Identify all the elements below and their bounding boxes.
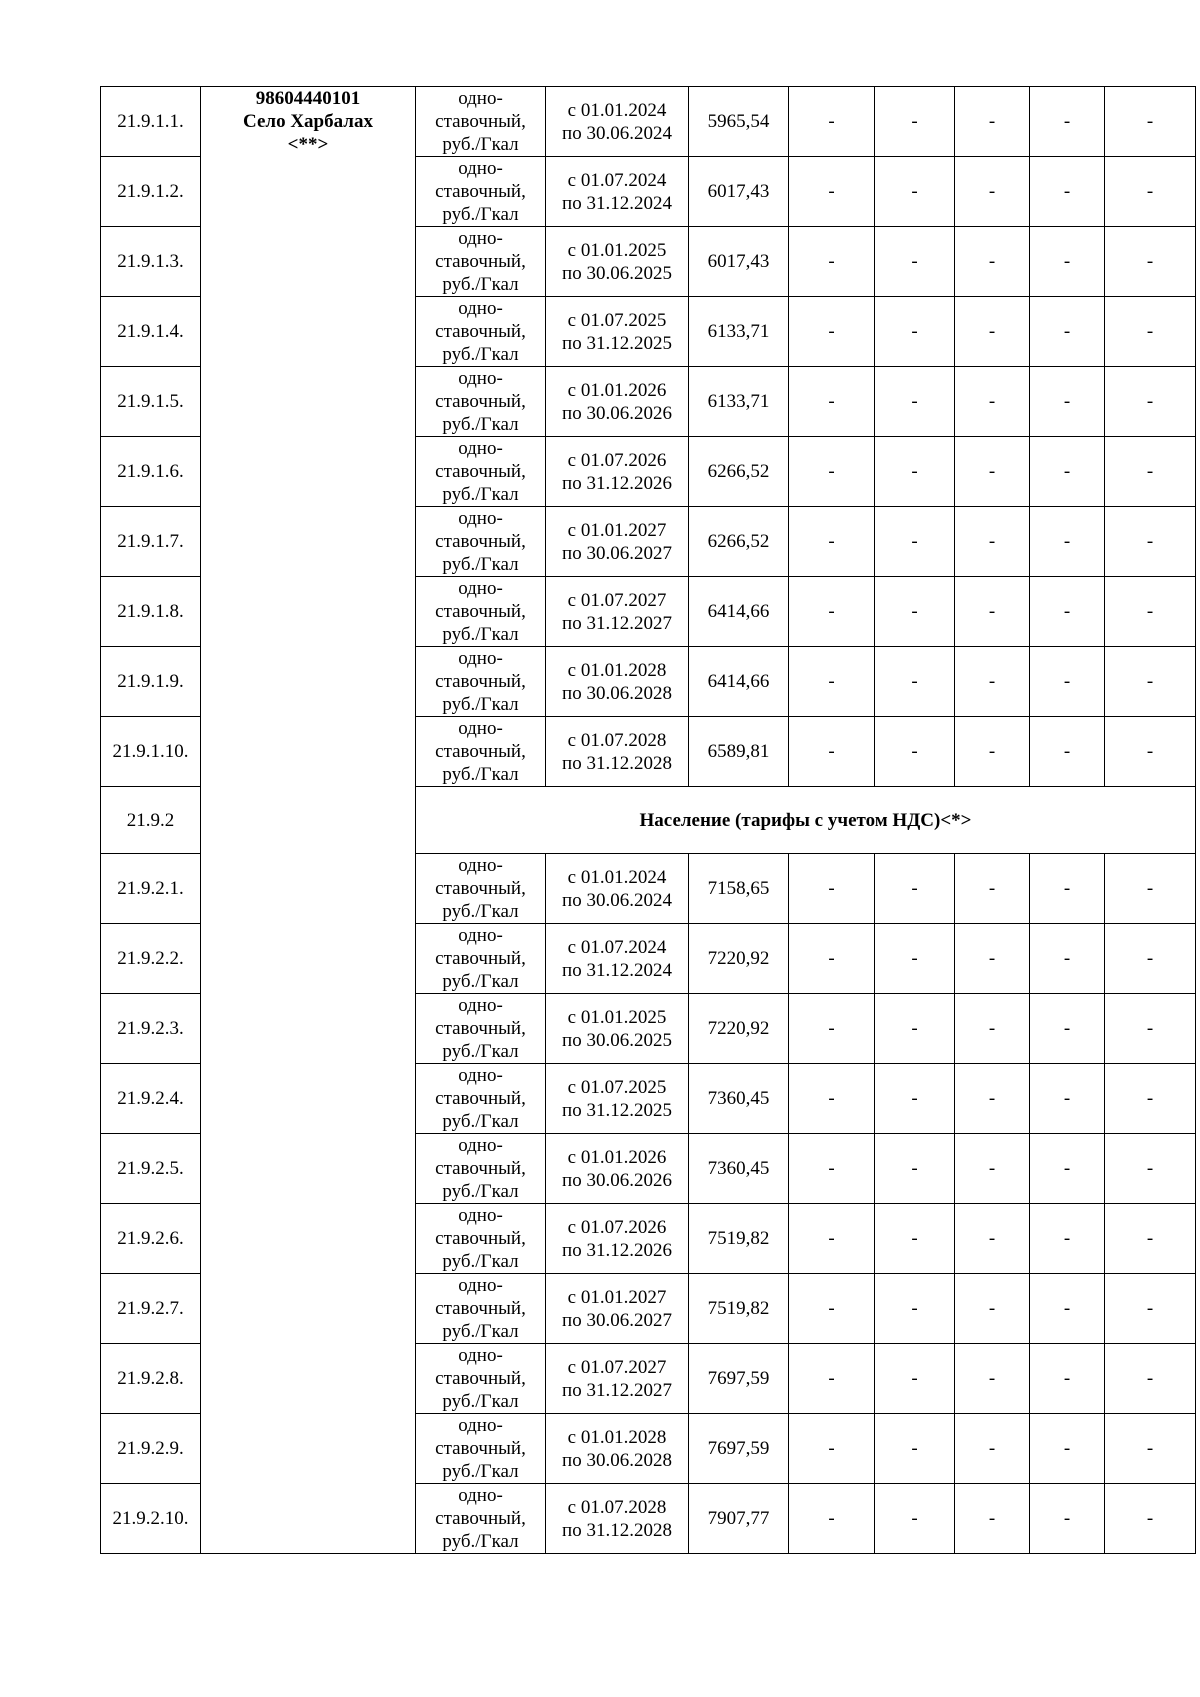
tariff-kind-line: одно-: [458, 508, 503, 529]
tariff-kind-line: ставочный,: [435, 1158, 526, 1179]
tariff-value: 5965,54: [689, 87, 789, 157]
organization-cell: [201, 87, 416, 1554]
empty-value-cell: -: [1105, 437, 1196, 507]
empty-value-cell: -: [875, 854, 955, 924]
empty-value-cell: -: [875, 1274, 955, 1344]
tariff-period: [546, 717, 689, 787]
tariff-kind-line: руб./Гкал: [442, 344, 519, 365]
tariff-kind-line: одно-: [458, 88, 503, 109]
row-number: 21.9.1.1.: [101, 87, 201, 157]
tariff-period-line: по 30.06.2024: [562, 122, 672, 144]
empty-value-cell: -: [789, 297, 875, 367]
tariff-kind: [416, 297, 546, 367]
empty-value-cell: -: [955, 1064, 1030, 1134]
empty-value-cell: -: [1105, 367, 1196, 437]
empty-value-cell: -: [1105, 1414, 1196, 1484]
tariff-kind-line: ставочный,: [435, 321, 526, 342]
tariff-kind-line: ставочный,: [435, 251, 526, 272]
tariff-period-line: с 01.07.2026: [567, 449, 667, 471]
tariff-kind-line: одно-: [458, 1135, 503, 1156]
empty-value-cell: -: [1105, 157, 1196, 227]
tariff-value: 6133,71: [689, 367, 789, 437]
empty-value-cell: -: [1105, 227, 1196, 297]
empty-value-cell: -: [789, 717, 875, 787]
organization-name: Село Харбалах: [243, 111, 373, 132]
empty-value-cell: -: [955, 994, 1030, 1064]
empty-value-cell: -: [955, 297, 1030, 367]
tariff-kind-line: ставочный,: [435, 1508, 526, 1529]
tariff-kind-line: руб./Гкал: [442, 1181, 519, 1202]
empty-value-cell: -: [1030, 1204, 1105, 1274]
tariff-period-line: по 30.06.2027: [562, 542, 672, 564]
empty-value-cell: -: [1105, 1484, 1196, 1554]
row-number: 21.9.1.9.: [101, 647, 201, 717]
tariff-period: [546, 157, 689, 227]
tariff-period-line: с 01.07.2028: [567, 729, 667, 751]
empty-value-cell: -: [955, 87, 1030, 157]
tariff-kind-line: ставочный,: [435, 1228, 526, 1249]
empty-value-cell: -: [955, 1204, 1030, 1274]
tariff-period-line: с 01.07.2026: [567, 1216, 667, 1238]
tariff-period-line: с 01.07.2024: [567, 936, 667, 958]
empty-value-cell: -: [1105, 297, 1196, 367]
empty-value-cell: -: [1030, 717, 1105, 787]
tariff-kind-line: руб./Гкал: [442, 624, 519, 645]
tariff-value: 7158,65: [689, 854, 789, 924]
tariff-kind: [416, 227, 546, 297]
tariff-value: 6017,43: [689, 157, 789, 227]
empty-value-cell: -: [875, 1134, 955, 1204]
empty-value-cell: -: [955, 367, 1030, 437]
tariff-value: 6266,52: [689, 507, 789, 577]
tariff-value: 6414,66: [689, 577, 789, 647]
tariff-period: [546, 227, 689, 297]
empty-value-cell: -: [955, 507, 1030, 577]
tariff-kind-line: одно-: [458, 1205, 503, 1226]
tariff-kind-line: руб./Гкал: [442, 694, 519, 715]
empty-value-cell: -: [789, 87, 875, 157]
tariff-period-line: с 01.07.2028: [567, 1496, 667, 1518]
tariff-kind-line: одно-: [458, 718, 503, 739]
empty-value-cell: -: [1105, 924, 1196, 994]
tariff-kind-line: ставочный,: [435, 1088, 526, 1109]
empty-value-cell: -: [875, 1344, 955, 1414]
empty-value-cell: -: [875, 577, 955, 647]
tariff-value: 7697,59: [689, 1344, 789, 1414]
empty-value-cell: -: [875, 1414, 955, 1484]
empty-value-cell: -: [1105, 577, 1196, 647]
tariff-period-line: по 31.12.2025: [562, 332, 672, 354]
empty-value-cell: -: [1030, 1344, 1105, 1414]
tariff-period-line: с 01.01.2026: [567, 1146, 667, 1168]
tariff-kind: [416, 507, 546, 577]
tariff-kind-line: одно-: [458, 228, 503, 249]
tariff-kind-line: руб./Гкал: [442, 414, 519, 435]
tariff-value: 6589,81: [689, 717, 789, 787]
table-row: [101, 87, 1196, 157]
tariff-kind: [416, 1274, 546, 1344]
empty-value-cell: -: [875, 297, 955, 367]
group-title: Население (тарифы с учетом НДС)<*>: [416, 787, 1196, 854]
tariff-kind-line: одно-: [458, 1065, 503, 1086]
tariff-kind: [416, 647, 546, 717]
empty-value-cell: -: [955, 854, 1030, 924]
tariff-period-line: с 01.01.2025: [567, 1006, 667, 1028]
empty-value-cell: -: [1030, 1064, 1105, 1134]
tariff-period-line: с 01.01.2027: [567, 519, 667, 541]
row-number: 21.9.2.1.: [101, 854, 201, 924]
tariff-kind-line: руб./Гкал: [442, 764, 519, 785]
tariff-kind: [416, 717, 546, 787]
empty-value-cell: -: [789, 1414, 875, 1484]
tariff-period-line: по 31.12.2025: [562, 1099, 672, 1121]
tariff-value: 7519,82: [689, 1274, 789, 1344]
tariff-kind-line: одно-: [458, 1415, 503, 1436]
row-number: 21.9.2.5.: [101, 1134, 201, 1204]
tariff-period: [546, 1064, 689, 1134]
empty-value-cell: -: [1030, 924, 1105, 994]
tariff-period-line: по 31.12.2024: [562, 192, 672, 214]
tariff-period: [546, 577, 689, 647]
tariff-kind-line: одно-: [458, 648, 503, 669]
tariff-period-line: по 31.12.2027: [562, 612, 672, 634]
empty-value-cell: -: [1030, 647, 1105, 717]
tariff-kind-line: ставочный,: [435, 181, 526, 202]
tariff-kind-line: одно-: [458, 368, 503, 389]
empty-value-cell: -: [955, 1134, 1030, 1204]
row-number: 21.9.2: [101, 787, 201, 854]
empty-value-cell: -: [875, 717, 955, 787]
empty-value-cell: -: [875, 157, 955, 227]
empty-value-cell: -: [789, 1274, 875, 1344]
tariff-period: [546, 1274, 689, 1344]
empty-value-cell: -: [789, 1484, 875, 1554]
tariff-period-line: с 01.07.2025: [567, 309, 667, 331]
empty-value-cell: -: [1105, 647, 1196, 717]
tariff-value: 7907,77: [689, 1484, 789, 1554]
tariff-period-line: с 01.07.2025: [567, 1076, 667, 1098]
empty-value-cell: -: [1030, 297, 1105, 367]
tariff-period-line: по 30.06.2028: [562, 1449, 672, 1471]
row-number: 21.9.2.6.: [101, 1204, 201, 1274]
empty-value-cell: -: [1105, 1134, 1196, 1204]
tariff-kind-line: одно-: [458, 1485, 503, 1506]
row-number: 21.9.1.6.: [101, 437, 201, 507]
tariff-kind-line: одно-: [458, 855, 503, 876]
tariff-period-line: по 30.06.2025: [562, 1029, 672, 1051]
tariff-kind-line: руб./Гкал: [442, 1041, 519, 1062]
row-number: 21.9.2.8.: [101, 1344, 201, 1414]
empty-value-cell: -: [875, 437, 955, 507]
empty-value-cell: -: [1030, 1134, 1105, 1204]
tariff-period-line: по 30.06.2028: [562, 682, 672, 704]
tariff-kind: [416, 994, 546, 1064]
row-number: 21.9.2.3.: [101, 994, 201, 1064]
empty-value-cell: -: [955, 157, 1030, 227]
tariff-kind-line: ставочный,: [435, 391, 526, 412]
tariff-kind-line: одно-: [458, 158, 503, 179]
empty-value-cell: -: [1030, 227, 1105, 297]
tariff-value: 6133,71: [689, 297, 789, 367]
empty-value-cell: -: [955, 1274, 1030, 1344]
empty-value-cell: -: [789, 1204, 875, 1274]
empty-value-cell: -: [1030, 994, 1105, 1064]
tariff-kind-line: ставочный,: [435, 1368, 526, 1389]
tariff-value: 6266,52: [689, 437, 789, 507]
tariff-period: [546, 437, 689, 507]
tariff-period: [546, 1344, 689, 1414]
empty-value-cell: -: [789, 437, 875, 507]
empty-value-cell: -: [1105, 854, 1196, 924]
tariff-kind-line: руб./Гкал: [442, 901, 519, 922]
tariff-kind: [416, 577, 546, 647]
tariff-period-line: с 01.01.2024: [567, 99, 667, 121]
tariff-period: [546, 1204, 689, 1274]
tariff-period-line: по 31.12.2028: [562, 1519, 672, 1541]
tariff-period: [546, 297, 689, 367]
empty-value-cell: -: [955, 437, 1030, 507]
tariff-kind-line: ставочный,: [435, 461, 526, 482]
tariff-table: [100, 86, 1196, 1554]
tariff-kind-line: руб./Гкал: [442, 554, 519, 575]
row-number: 21.9.2.4.: [101, 1064, 201, 1134]
tariff-kind-line: руб./Гкал: [442, 274, 519, 295]
tariff-kind-line: ставочный,: [435, 671, 526, 692]
empty-value-cell: -: [789, 577, 875, 647]
row-number: 21.9.2.9.: [101, 1414, 201, 1484]
empty-value-cell: -: [789, 1134, 875, 1204]
empty-value-cell: -: [1105, 507, 1196, 577]
tariff-kind: [416, 367, 546, 437]
tariff-value: 7360,45: [689, 1064, 789, 1134]
tariff-value: 7220,92: [689, 994, 789, 1064]
empty-value-cell: -: [875, 367, 955, 437]
row-number: 21.9.1.2.: [101, 157, 201, 227]
empty-value-cell: -: [875, 647, 955, 717]
tariff-kind-line: ставочный,: [435, 111, 526, 132]
empty-value-cell: -: [1105, 1274, 1196, 1344]
empty-value-cell: -: [1030, 157, 1105, 227]
tariff-kind-line: одно-: [458, 995, 503, 1016]
empty-value-cell: -: [955, 1484, 1030, 1554]
tariff-kind-line: руб./Гкал: [442, 1251, 519, 1272]
tariff-kind: [416, 157, 546, 227]
empty-value-cell: -: [789, 507, 875, 577]
tariff-period-line: по 30.06.2025: [562, 262, 672, 284]
organization-note: <**>: [287, 134, 329, 155]
tariff-period: [546, 924, 689, 994]
empty-value-cell: -: [875, 1204, 955, 1274]
organization-code: 98604440101: [255, 88, 361, 109]
empty-value-cell: -: [1105, 1344, 1196, 1414]
empty-value-cell: -: [875, 924, 955, 994]
tariff-value: 6017,43: [689, 227, 789, 297]
empty-value-cell: -: [789, 367, 875, 437]
tariff-kind-line: ставочный,: [435, 948, 526, 969]
empty-value-cell: -: [1030, 367, 1105, 437]
tariff-period-line: с 01.07.2027: [567, 1356, 667, 1378]
tariff-kind-line: одно-: [458, 1275, 503, 1296]
empty-value-cell: -: [955, 1414, 1030, 1484]
tariff-period-line: с 01.01.2024: [567, 866, 667, 888]
empty-value-cell: -: [1105, 1064, 1196, 1134]
tariff-kind: [416, 854, 546, 924]
tariff-kind-line: руб./Гкал: [442, 1531, 519, 1552]
tariff-kind: [416, 1414, 546, 1484]
empty-value-cell: -: [1030, 437, 1105, 507]
tariff-period-line: по 30.06.2026: [562, 1169, 672, 1191]
tariff-kind-line: руб./Гкал: [442, 134, 519, 155]
tariff-period: [546, 1484, 689, 1554]
row-number: 21.9.1.10.: [101, 717, 201, 787]
row-number: 21.9.2.10.: [101, 1484, 201, 1554]
row-number: 21.9.2.2.: [101, 924, 201, 994]
tariff-kind-line: руб./Гкал: [442, 971, 519, 992]
tariff-period: [546, 367, 689, 437]
tariff-value: 7220,92: [689, 924, 789, 994]
row-number: 21.9.1.3.: [101, 227, 201, 297]
tariff-kind: [416, 1134, 546, 1204]
tariff-kind-line: ставочный,: [435, 1018, 526, 1039]
tariff-kind-line: руб./Гкал: [442, 1111, 519, 1132]
tariff-period-line: с 01.01.2028: [567, 1426, 667, 1448]
tariff-period: [546, 994, 689, 1064]
tariff-period: [546, 507, 689, 577]
empty-value-cell: -: [789, 157, 875, 227]
empty-value-cell: -: [1030, 854, 1105, 924]
empty-value-cell: -: [955, 717, 1030, 787]
empty-value-cell: -: [875, 1064, 955, 1134]
tariff-kind: [416, 1344, 546, 1414]
tariff-kind-line: ставочный,: [435, 601, 526, 622]
tariff-period-line: с 01.01.2026: [567, 379, 667, 401]
tariff-value: 7697,59: [689, 1414, 789, 1484]
empty-value-cell: -: [875, 507, 955, 577]
tariff-kind-line: руб./Гкал: [442, 204, 519, 225]
tariff-kind: [416, 1064, 546, 1134]
empty-value-cell: -: [1030, 1414, 1105, 1484]
tariff-period-line: по 31.12.2028: [562, 752, 672, 774]
tariff-period: [546, 1414, 689, 1484]
tariff-period-line: с 01.07.2024: [567, 169, 667, 191]
tariff-period-line: по 30.06.2024: [562, 889, 672, 911]
tariff-kind-line: ставочный,: [435, 878, 526, 899]
empty-value-cell: -: [875, 994, 955, 1064]
empty-value-cell: -: [1030, 1274, 1105, 1344]
tariff-value: 6414,66: [689, 647, 789, 717]
tariff-period-line: по 31.12.2024: [562, 959, 672, 981]
empty-value-cell: -: [789, 227, 875, 297]
tariff-kind-line: руб./Гкал: [442, 1391, 519, 1412]
tariff-kind-line: руб./Гкал: [442, 1461, 519, 1482]
tariff-kind-line: ставочный,: [435, 741, 526, 762]
empty-value-cell: -: [789, 854, 875, 924]
tariff-kind-line: одно-: [458, 298, 503, 319]
tariff-period: [546, 87, 689, 157]
empty-value-cell: -: [955, 577, 1030, 647]
tariff-kind: [416, 1484, 546, 1554]
tariff-kind-line: руб./Гкал: [442, 484, 519, 505]
empty-value-cell: -: [1030, 1484, 1105, 1554]
empty-value-cell: -: [1030, 507, 1105, 577]
tariff-kind-line: одно-: [458, 925, 503, 946]
empty-value-cell: -: [1105, 994, 1196, 1064]
empty-value-cell: -: [789, 1344, 875, 1414]
tariff-kind-line: руб./Гкал: [442, 1321, 519, 1342]
tariff-kind-line: ставочный,: [435, 1298, 526, 1319]
empty-value-cell: -: [955, 924, 1030, 994]
empty-value-cell: -: [1105, 87, 1196, 157]
tariff-kind-line: одно-: [458, 578, 503, 599]
empty-value-cell: -: [875, 227, 955, 297]
tariff-table-body: [101, 87, 1196, 1554]
tariff-kind: [416, 1204, 546, 1274]
tariff-period-line: с 01.01.2028: [567, 659, 667, 681]
tariff-period-line: по 31.12.2026: [562, 472, 672, 494]
empty-value-cell: -: [1105, 1204, 1196, 1274]
tariff-period-line: с 01.01.2027: [567, 1286, 667, 1308]
tariff-period-line: с 01.01.2025: [567, 239, 667, 261]
empty-value-cell: -: [875, 1484, 955, 1554]
empty-value-cell: -: [1105, 717, 1196, 787]
empty-value-cell: -: [955, 1344, 1030, 1414]
row-number: 21.9.1.7.: [101, 507, 201, 577]
tariff-kind: [416, 87, 546, 157]
tariff-kind-line: ставочный,: [435, 531, 526, 552]
empty-value-cell: -: [875, 87, 955, 157]
empty-value-cell: -: [1030, 577, 1105, 647]
empty-value-cell: -: [1030, 87, 1105, 157]
row-number: 21.9.1.4.: [101, 297, 201, 367]
empty-value-cell: -: [789, 924, 875, 994]
tariff-period-line: по 31.12.2026: [562, 1239, 672, 1261]
tariff-period: [546, 854, 689, 924]
empty-value-cell: -: [955, 647, 1030, 717]
tariff-period: [546, 647, 689, 717]
tariff-period-line: по 30.06.2026: [562, 402, 672, 424]
row-number: 21.9.1.5.: [101, 367, 201, 437]
row-number: 21.9.1.8.: [101, 577, 201, 647]
row-number: 21.9.2.7.: [101, 1274, 201, 1344]
tariff-kind-line: ставочный,: [435, 1438, 526, 1459]
tariff-value: 7360,45: [689, 1134, 789, 1204]
empty-value-cell: -: [789, 1064, 875, 1134]
tariff-kind-line: одно-: [458, 1345, 503, 1366]
tariff-kind-line: одно-: [458, 438, 503, 459]
empty-value-cell: -: [955, 227, 1030, 297]
empty-value-cell: -: [789, 647, 875, 717]
tariff-period-line: по 31.12.2027: [562, 1379, 672, 1401]
empty-value-cell: -: [789, 994, 875, 1064]
tariff-value: 7519,82: [689, 1204, 789, 1274]
tariff-period-line: по 30.06.2027: [562, 1309, 672, 1331]
tariff-period: [546, 1134, 689, 1204]
tariff-kind: [416, 437, 546, 507]
tariff-period-line: с 01.07.2027: [567, 589, 667, 611]
tariff-kind: [416, 924, 546, 994]
